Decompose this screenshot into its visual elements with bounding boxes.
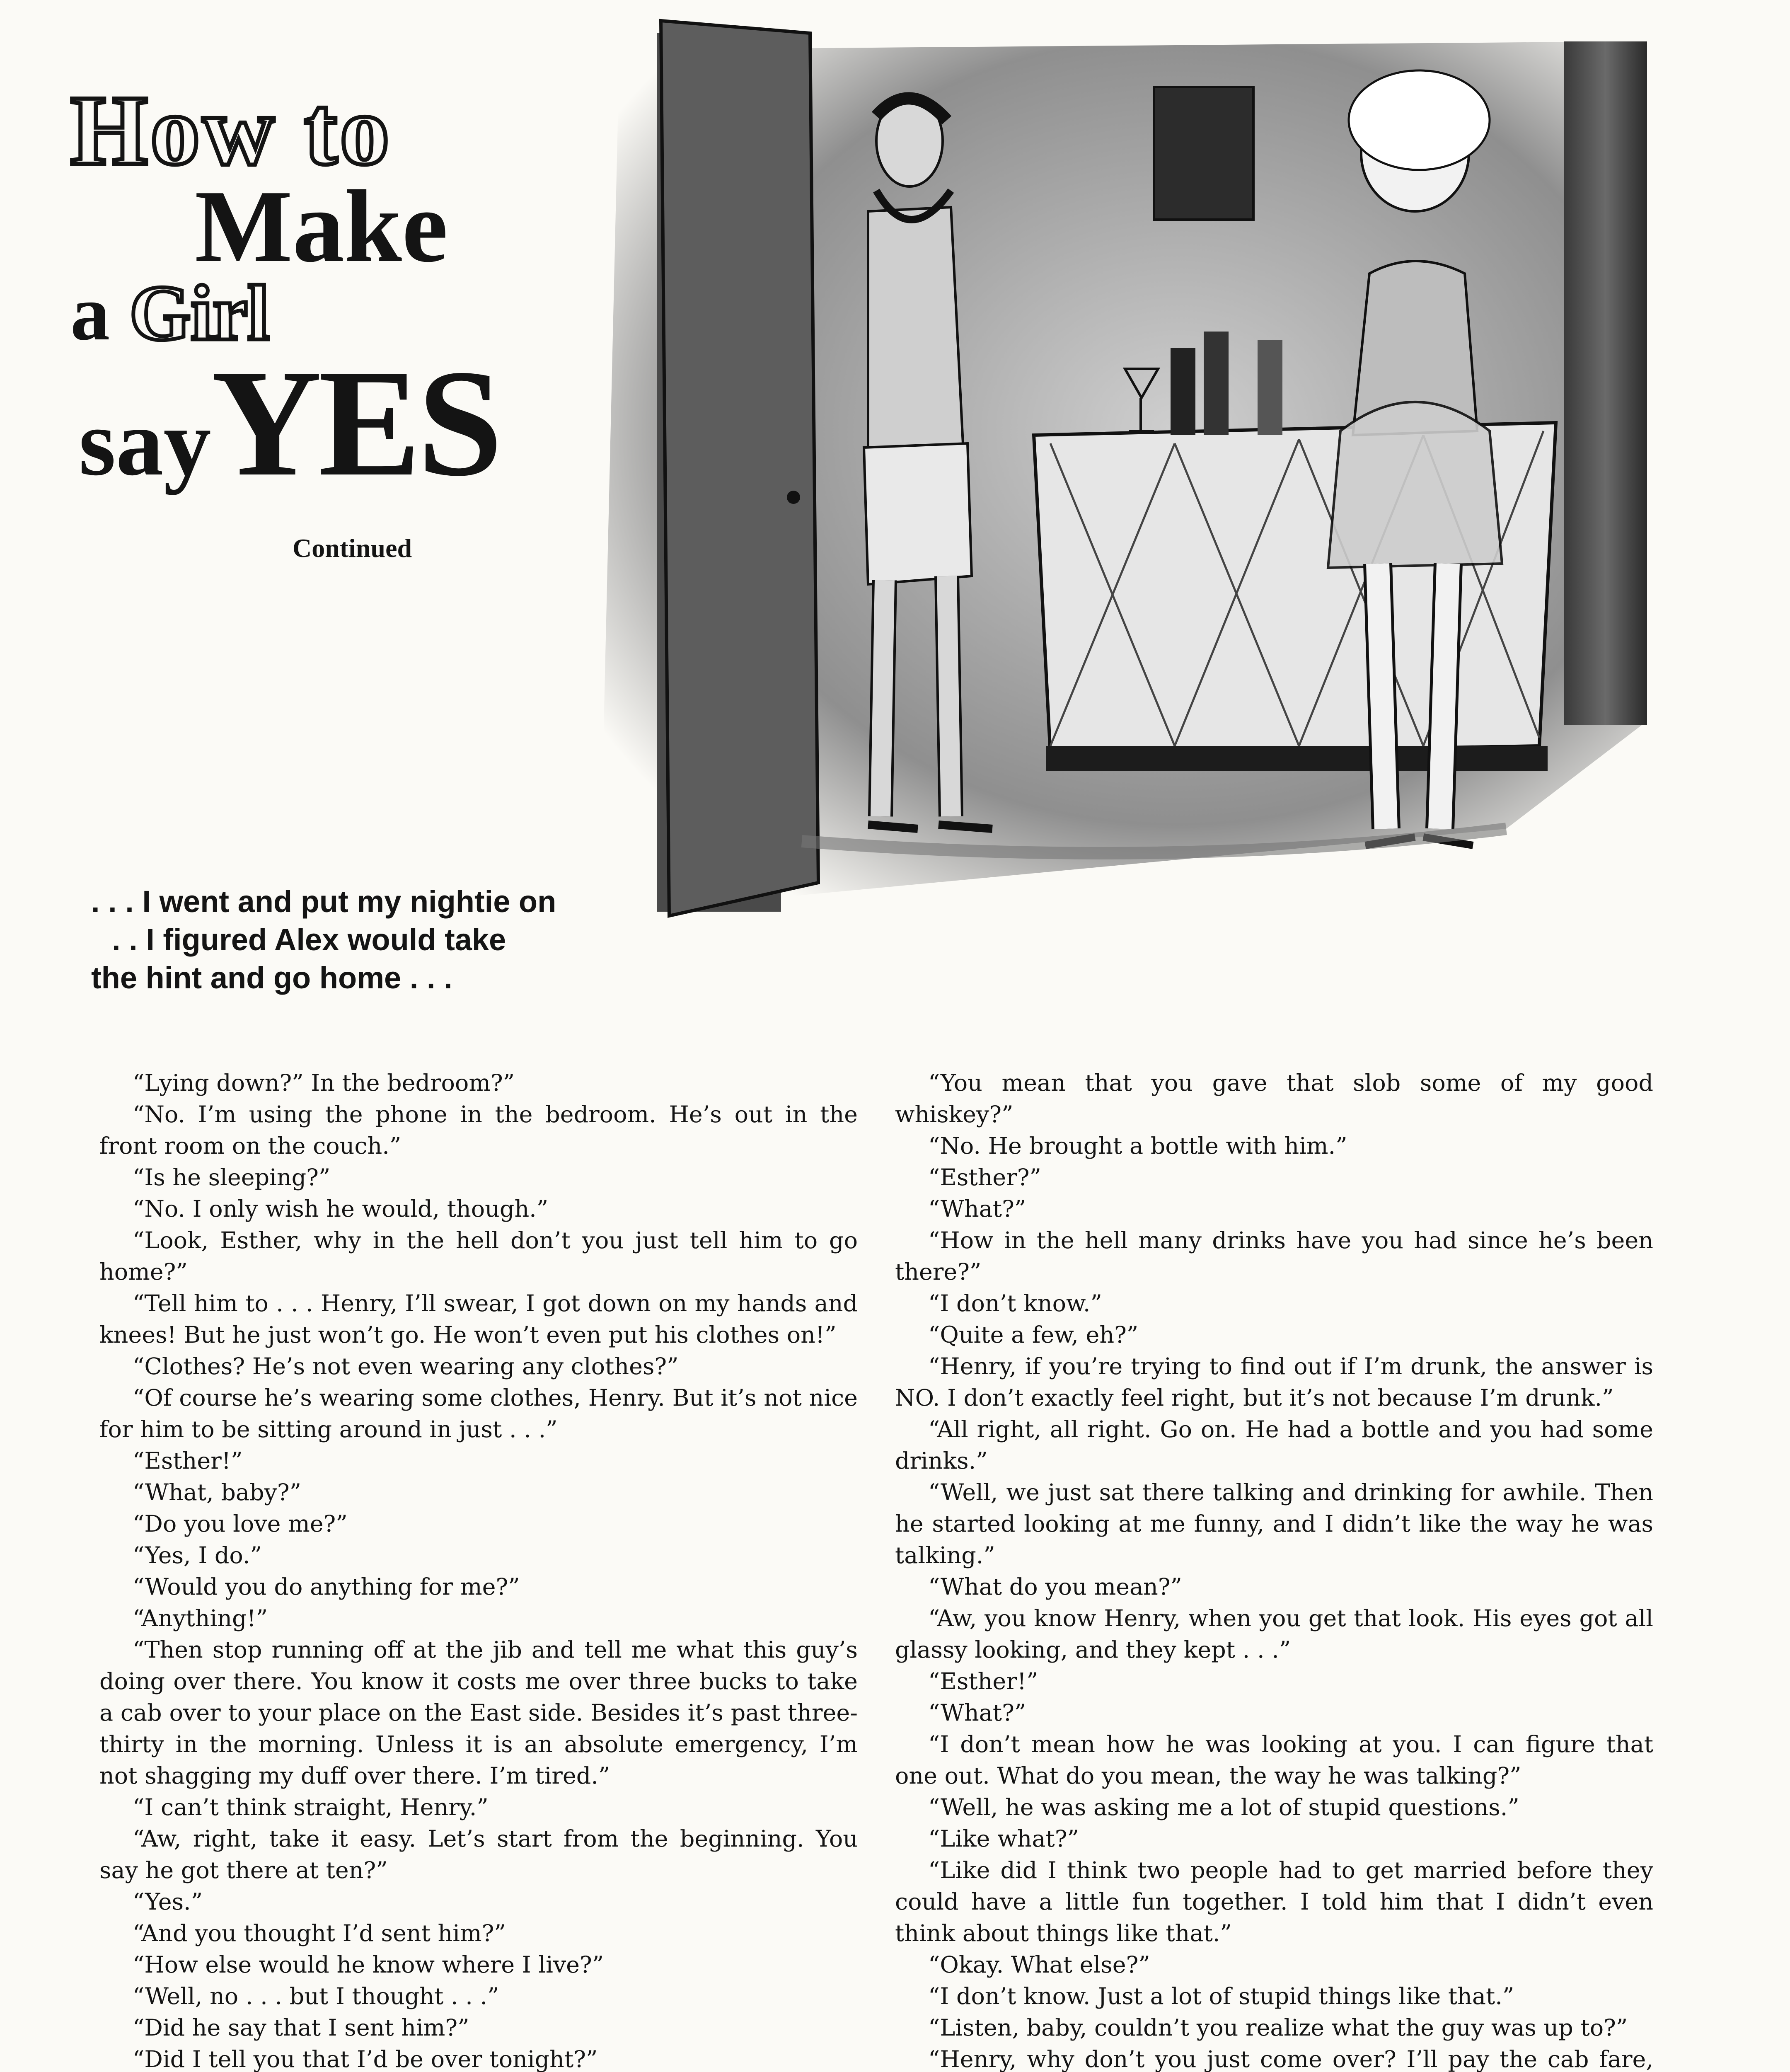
paragraph: “Look, Esther, why in the hell don’t you just tell him to go home?” — [99, 1227, 858, 1285]
paragraph: “What do you mean?” — [928, 1573, 1182, 1600]
paragraph: “Esther!” — [928, 1668, 1038, 1695]
text-column-right — [895, 1067, 1653, 2072]
paragraph: “What?” — [928, 1196, 1026, 1222]
paragraph: “I don’t know.” — [928, 1290, 1102, 1317]
paragraph: “I don’t mean how he was looking at you. I can figure that one out. What do you mean, the way he was talking?” — [895, 1731, 1653, 1789]
paragraph: “What?” — [928, 1699, 1026, 1726]
paragraph: “Yes.” — [133, 1888, 203, 1915]
wall-picture — [1154, 87, 1253, 220]
title-word-say: say — [79, 390, 211, 495]
paragraph: “I don’t know. Just a lot of stupid things like that.” — [928, 1983, 1514, 2010]
continued-label: Continued — [293, 533, 412, 563]
paragraph: “Aw, you know Henry, when you get that look. His eyes got all glassy looking, and they kept . . .” — [895, 1605, 1653, 1663]
paragraph: “Do you love me?” — [133, 1510, 348, 1537]
bottle — [1258, 340, 1282, 435]
paragraph: “Esther?” — [928, 1164, 1041, 1191]
paragraph: “What, baby?” — [133, 1479, 302, 1506]
paragraph: “All right, all right. Go on. He had a bottle and you had some drinks.” — [895, 1416, 1653, 1474]
paragraph: “Henry, why don’t you just come over? I’ll pay the cab fare, — [928, 2046, 1653, 2072]
paragraph: “Lying down?” In the bedroom?” — [133, 1070, 515, 1097]
bottle — [1171, 348, 1195, 435]
text-column-left — [99, 1067, 858, 2072]
paragraph: “Did I tell you that I’d be over tonight?” — [133, 2046, 598, 2072]
title-word-girl: Girl — [129, 269, 270, 357]
paragraph: “Clothes? He’s not even wearing any clothes?” — [133, 1353, 679, 1380]
paragraph: “You mean that you gave that slob some of my good whiskey?” — [895, 1070, 1653, 1128]
paragraph: “Yes, I do.” — [133, 1542, 262, 1569]
caption-line: . . I figured Alex would take — [112, 922, 506, 957]
paragraph: “Of course he’s wearing some clothes, Henry. But it’s not nice for him to be sitting around in just . . .” — [99, 1385, 858, 1443]
paragraph: “How in the hell many drinks have you had since he’s been there?” — [895, 1227, 1653, 1285]
paragraph: “No. I’m using the phone in the bedroom. He’s out in the front room on the couch.” — [99, 1101, 858, 1159]
paragraph: “Well, no . . . but I thought . . .” — [133, 1983, 499, 2010]
illustration-caption — [91, 883, 754, 997]
paragraph: “Esther!” — [133, 1447, 243, 1474]
article-title — [70, 75, 500, 508]
paragraph: “Aw, right, take it easy. Let’s start from the beginning. You say he got there at ten?” — [99, 1825, 858, 1884]
paragraph: “Did he say that I sent him?” — [133, 2014, 469, 2041]
paragraph: “Listen, baby, couldn’t you realize what the guy was up to?” — [928, 2014, 1628, 2041]
paragraph: “Then stop running off at the jib and tell me what this guy’s doing over there. You know it costs me over three bucks to take a cab over to your place on the East side. Besides it’s past three-thirty in the morning. Unless it is an absolute emergency, I’m not shagging my duff over there. I’m tired.” — [99, 1636, 858, 1789]
curtain — [1564, 41, 1647, 725]
paragraph: “Well, he was asking me a lot of stupid questions.” — [928, 1794, 1519, 1821]
bar-base — [1046, 746, 1548, 771]
paragraph: “Tell him to . . . Henry, I’ll swear, I got down on my hands and knees! But he just won’t go. He won’t even put his clothes on!” — [99, 1290, 858, 1348]
paragraph: “Like did I think two people had to get married before they could have a little fun together. I told him that I didn’t even think about things like that.” — [895, 1857, 1653, 1947]
title-line-say-yes — [79, 338, 500, 508]
paragraph: “Quite a few, eh?” — [928, 1322, 1139, 1348]
paragraph: “I can’t think straight, Henry.” — [133, 1794, 489, 1821]
door-knob — [787, 491, 800, 504]
title-line-make: Make — [195, 169, 448, 284]
paragraph: “Is he sleeping?” — [133, 1164, 331, 1191]
paragraph: “No. He brought a bottle with him.” — [928, 1133, 1347, 1159]
title-line-how-to: How to — [70, 75, 392, 185]
illustration — [553, 17, 1664, 924]
paragraph: “How else would he know where I live?” — [133, 1951, 604, 1978]
caption-line: . . . I went and put my nightie on — [91, 884, 556, 919]
paragraph: “Anything!” — [133, 1605, 268, 1632]
paragraph: “Well, we just sat there talking and drinking for awhile. Then he started looking at me funny, and I didn’t like the way he was talking.” — [895, 1479, 1653, 1569]
title-word-a: a — [70, 269, 110, 357]
paragraph: “Henry, if you’re trying to find out if I’m drunk, the answer is NO. I don’t exactly feel right, but it’s not because I’m drunk.” — [895, 1353, 1653, 1411]
caption-line: the hint and go home . . . — [91, 961, 452, 995]
paragraph: “No. I only wish he would, though.” — [133, 1196, 549, 1222]
paragraph: “Okay. What else?” — [928, 1951, 1150, 1978]
paragraph: “Would you do anything for me?” — [133, 1573, 520, 1600]
paragraph: “Like what?” — [928, 1825, 1079, 1852]
bottle — [1204, 332, 1229, 435]
title-word-yes: YES — [211, 338, 500, 508]
door — [661, 21, 818, 916]
paragraph: “And you thought I’d sent him?” — [133, 1920, 506, 1947]
